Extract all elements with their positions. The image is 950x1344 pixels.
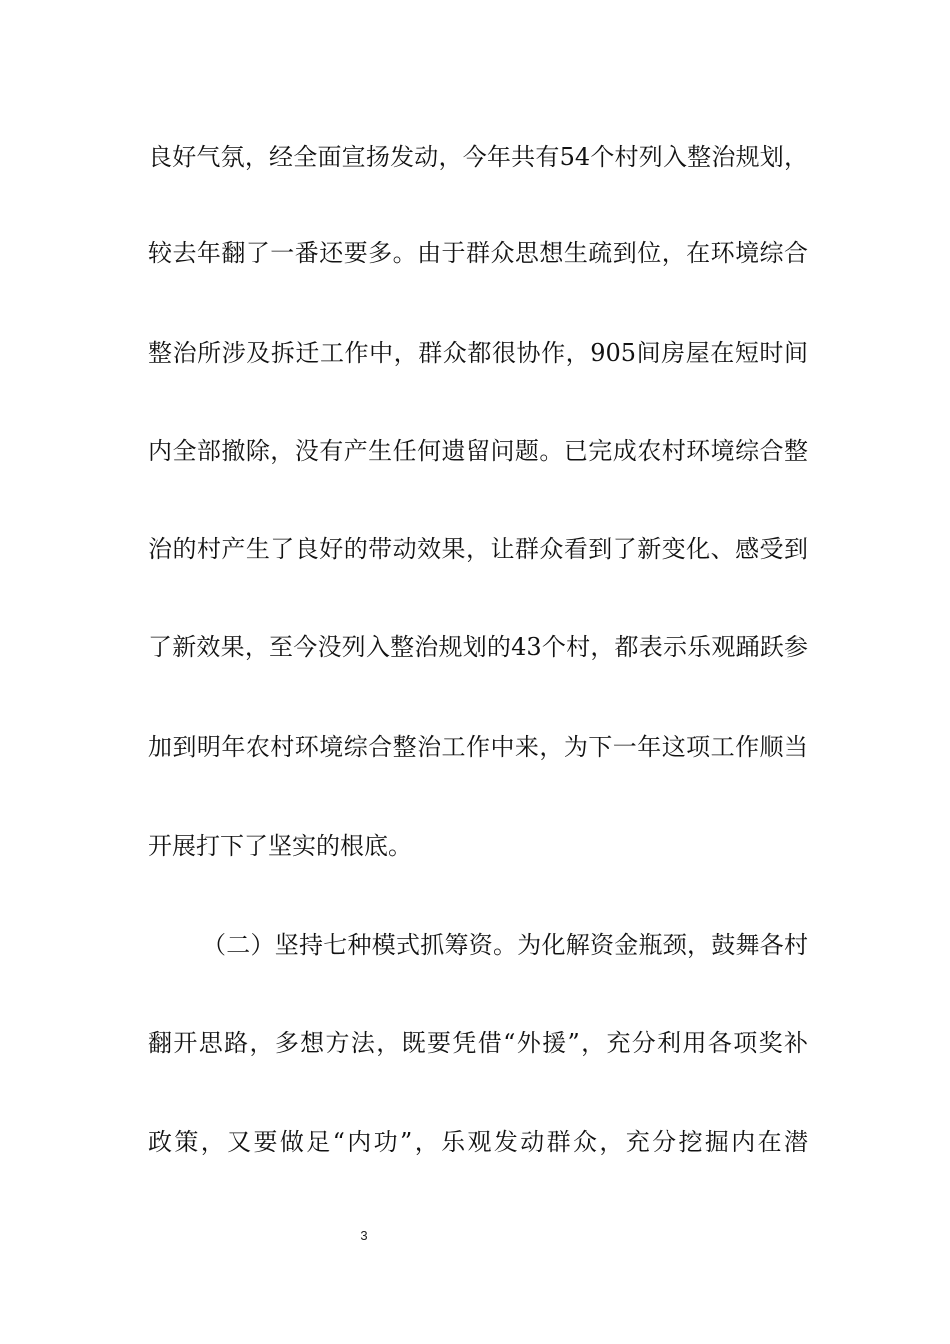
paragraph-2-line-1: （二）坚持七种模式抓筹资。为化解资金瓶颈，鼓舞各村 [202,931,808,959]
page-number: 3 [360,1228,368,1243]
text-line-7: 加到明年农村环境综合整治工作中来，为下一年这项工作顺当 [148,733,808,761]
text-line-6: 了新效果，至今没列入整治规划的43个村，都表示乐观踊跃参 [148,633,808,661]
paragraph-2-line-3: 政策，又要做足“内功”，乐观发动群众，充分挖掘内在潜 [148,1128,808,1156]
text-line-3: 整治所涉及拆迁工作中，群众都很协作，905间房屋在短时间 [148,339,808,367]
text-line-1: 良好气氛，经全面宣扬发动，今年共有54个村列入整治规划， [148,143,808,171]
text-line-8: 开展打下了坚实的根底。 [148,832,412,860]
paragraph-2-line-2: 翻开思路，多想方法，既要凭借“外援”，充分利用各项奖补 [148,1029,808,1057]
text-line-2: 较去年翻了一番还要多。由于群众思想生疏到位，在环境综合 [148,239,808,267]
text-line-5: 治的村产生了良好的带动效果，让群众看到了新变化、感受到 [148,535,808,563]
text-line-4: 内全部撤除，没有产生任何遗留问题。已完成农村环境综合整 [148,437,808,465]
